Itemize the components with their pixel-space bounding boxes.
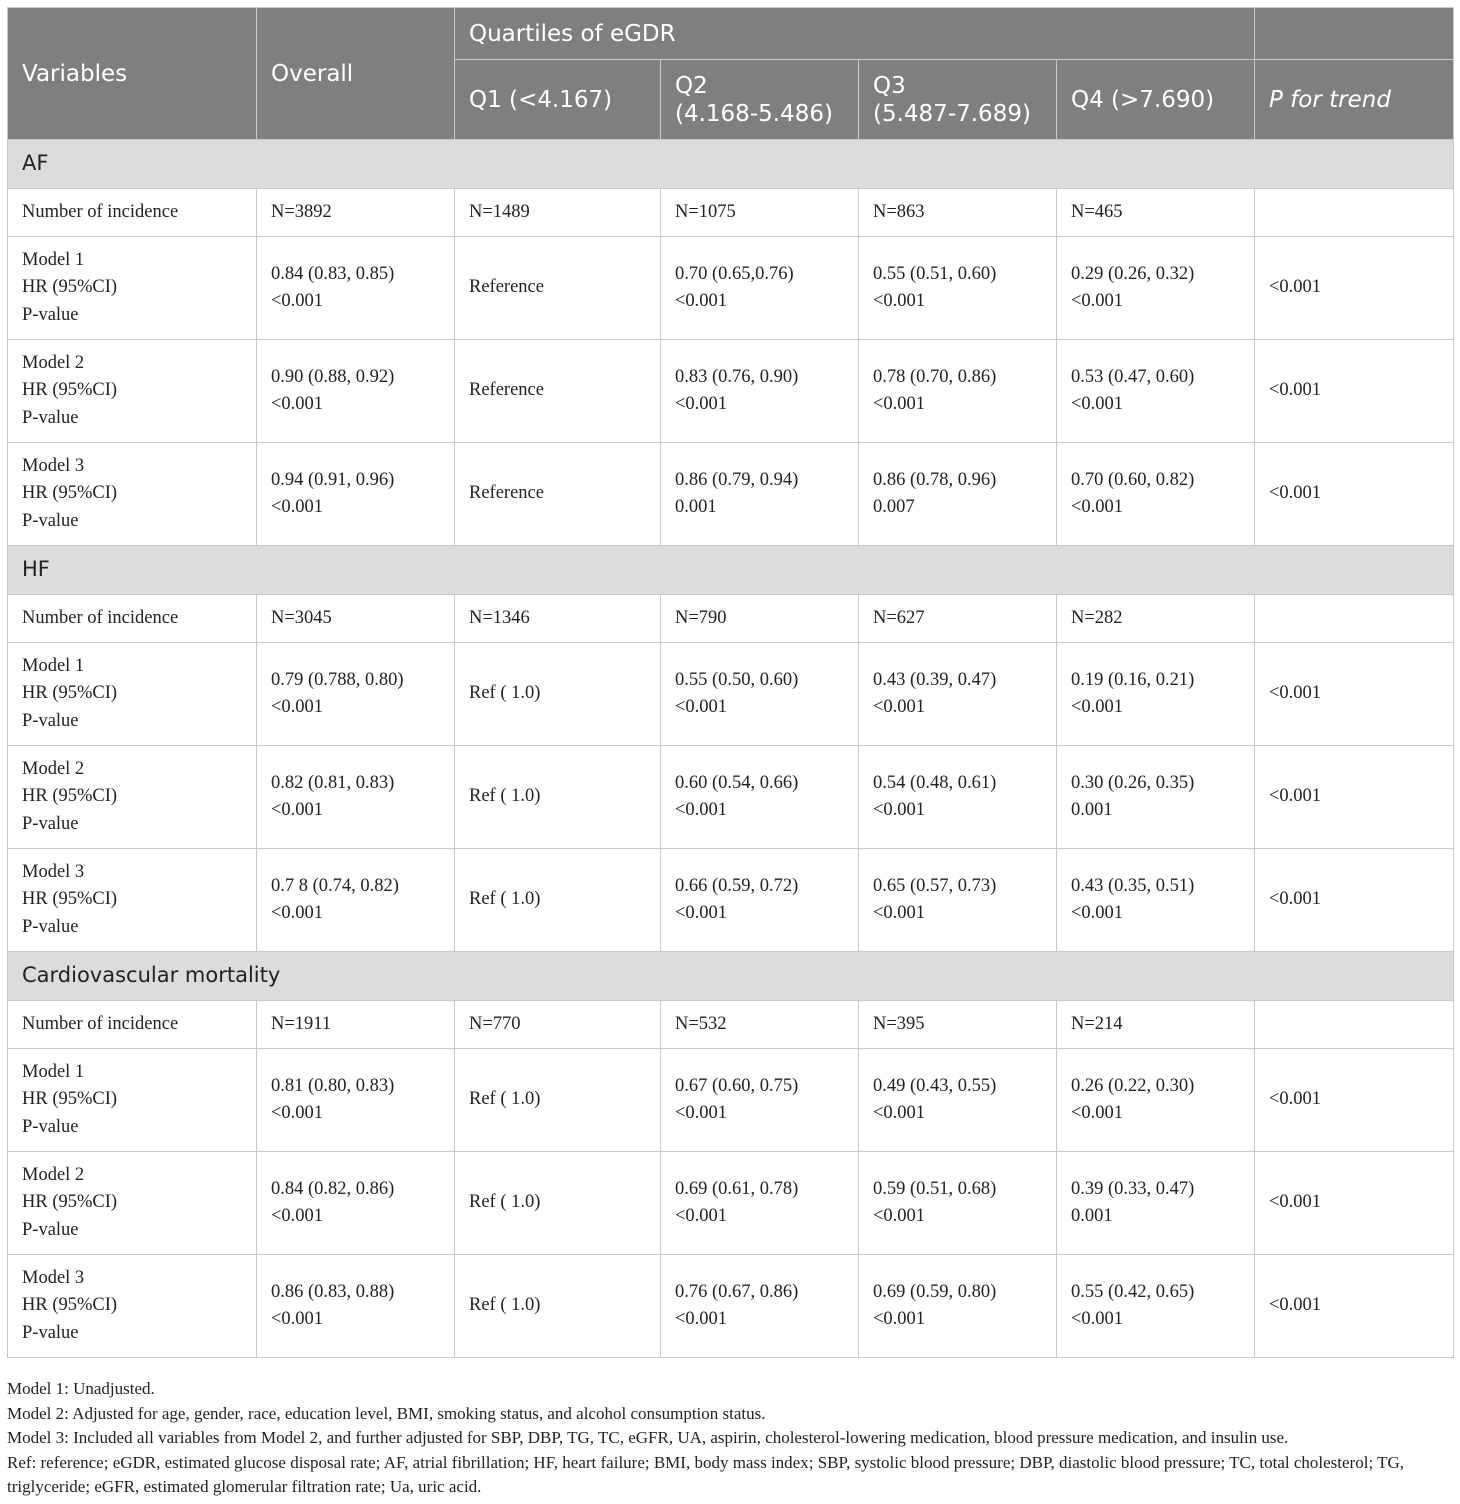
q4-cell	[1057, 1255, 1255, 1358]
section-row	[8, 140, 1454, 189]
p-value: <0.001	[873, 903, 926, 923]
p-value: <0.001	[675, 903, 728, 923]
model-name: Model 1	[22, 249, 85, 270]
q2-cell	[661, 643, 859, 746]
q3-cell	[859, 1001, 1057, 1049]
count-value: N=465	[1071, 201, 1123, 222]
hr-value: 0.43 (0.35, 0.51)	[1071, 875, 1195, 896]
p-value: <0.001	[271, 291, 324, 311]
hr-label: HR (95%CI)	[22, 786, 118, 807]
model-name: Model 2	[22, 1164, 85, 1185]
overall-cell	[257, 595, 455, 643]
p-trend-cell	[1255, 1001, 1454, 1049]
hr-value: 0.94 (0.91, 0.96)	[271, 469, 395, 490]
hr-value: 0.76 (0.67, 0.86)	[675, 1281, 799, 1302]
p-value: <0.001	[873, 1206, 926, 1226]
p-value: <0.001	[271, 1206, 324, 1226]
q4-cell	[1057, 643, 1255, 746]
header-q3	[859, 60, 1057, 140]
row-label: Number of incidence	[22, 201, 179, 222]
reference-value: Ref ( 1.0)	[469, 889, 541, 910]
q1-cell	[455, 595, 661, 643]
q4-cell	[1057, 1049, 1255, 1152]
p-value-label: P-value	[22, 916, 79, 937]
q3-cell	[859, 746, 1057, 849]
p-value: <0.001	[873, 394, 926, 414]
overall-cell	[257, 746, 455, 849]
hr-value: 0.49 (0.43, 0.55)	[873, 1075, 997, 1096]
model-label-cell	[8, 443, 257, 546]
model-label-cell	[8, 1152, 257, 1255]
p-value: <0.001	[873, 1103, 926, 1123]
hr-value: 0.70 (0.60, 0.82)	[1071, 469, 1195, 490]
q1-cell	[455, 443, 661, 546]
count-value: N=214	[1071, 1013, 1123, 1034]
p-value: <0.001	[675, 1309, 728, 1329]
reference-value: Ref ( 1.0)	[469, 683, 541, 704]
q2-cell	[661, 746, 859, 849]
footnote: Model 2: Adjusted for age, gender, race, education level, BMI, smoking status, and alcohol consumption status.	[7, 1403, 766, 1423]
p-value-label: P-value	[22, 1322, 79, 1343]
hr-label: HR (95%CI)	[22, 1295, 118, 1316]
p-trend-value: <0.001	[1269, 1192, 1322, 1213]
count-label-cell	[8, 189, 257, 237]
count-label-cell	[8, 1001, 257, 1049]
p-value-label: P-value	[22, 1116, 79, 1137]
hr-value: 0.30 (0.26, 0.35)	[1071, 772, 1195, 793]
q4-cell	[1057, 237, 1255, 340]
model-label-cell	[8, 237, 257, 340]
p-value: <0.001	[271, 394, 324, 414]
p-value: <0.001	[271, 903, 324, 923]
table-row	[8, 643, 1454, 746]
p-trend-cell	[1255, 746, 1454, 849]
model-label-cell	[8, 1255, 257, 1358]
model-name: Model 1	[22, 1061, 85, 1082]
overall-cell	[257, 1049, 455, 1152]
header-q2	[661, 60, 859, 140]
count-value: N=532	[675, 1013, 727, 1034]
table-row	[8, 1049, 1454, 1152]
hr-value: 0.78 (0.70, 0.86)	[873, 366, 997, 387]
reference-value: Ref ( 1.0)	[469, 1192, 541, 1213]
hr-label: HR (95%CI)	[22, 683, 118, 704]
q3-cell	[859, 340, 1057, 443]
table-row	[8, 189, 1454, 237]
reference-value: Ref ( 1.0)	[469, 1295, 541, 1316]
p-value: <0.001	[675, 800, 728, 820]
p-value: <0.001	[873, 800, 926, 820]
p-value: 0.007	[873, 497, 915, 517]
q3-cell	[859, 1152, 1057, 1255]
count-value: N=282	[1071, 607, 1123, 628]
header-quartiles-group: Quartiles of eGDR	[455, 8, 1255, 60]
hr-value: 0.7 8 (0.74, 0.82)	[271, 875, 399, 896]
q3-cell	[859, 643, 1057, 746]
p-trend-cell	[1255, 237, 1454, 340]
q3-cell	[859, 237, 1057, 340]
q4-cell	[1057, 189, 1255, 237]
q2-cell	[661, 340, 859, 443]
row-label: Number of incidence	[22, 607, 179, 628]
results-table	[7, 7, 1454, 1358]
p-trend-value: <0.001	[1269, 380, 1322, 401]
hr-value: 0.82 (0.81, 0.83)	[271, 772, 395, 793]
table-body	[8, 140, 1454, 1358]
overall-cell	[257, 189, 455, 237]
p-value-label: P-value	[22, 510, 79, 531]
header-blank	[1255, 8, 1454, 60]
hr-value: 0.69 (0.59, 0.80)	[873, 1281, 997, 1302]
hr-value: 0.86 (0.83, 0.88)	[271, 1281, 395, 1302]
model-label-cell	[8, 643, 257, 746]
q3-cell	[859, 595, 1057, 643]
p-trend-value: <0.001	[1269, 277, 1322, 298]
q2-cell	[661, 1001, 859, 1049]
p-value: <0.001	[675, 394, 728, 414]
p-trend-cell	[1255, 340, 1454, 443]
hr-value: 0.83 (0.76, 0.90)	[675, 366, 799, 387]
table-row	[8, 849, 1454, 952]
hr-value: 0.26 (0.22, 0.30)	[1071, 1075, 1195, 1096]
p-trend-cell	[1255, 643, 1454, 746]
model-label-cell	[8, 1049, 257, 1152]
q4-cell	[1057, 1001, 1255, 1049]
q4-cell	[1057, 849, 1255, 952]
p-value-label: P-value	[22, 813, 79, 834]
section-title: HF	[8, 546, 1454, 595]
header-variables: Variables	[8, 8, 257, 140]
hr-value: 0.69 (0.61, 0.78)	[675, 1178, 799, 1199]
count-value: N=770	[469, 1013, 521, 1034]
p-value: <0.001	[675, 1103, 728, 1123]
p-trend-cell	[1255, 595, 1454, 643]
count-value: N=790	[675, 607, 727, 628]
count-value: N=627	[873, 607, 925, 628]
p-trend-value: <0.001	[1269, 889, 1322, 910]
section-row	[8, 952, 1454, 1001]
overall-cell	[257, 1152, 455, 1255]
p-value-label: P-value	[22, 1219, 79, 1240]
count-value: N=1346	[469, 607, 530, 628]
table-row	[8, 1001, 1454, 1049]
q2-cell	[661, 443, 859, 546]
hr-value: 0.60 (0.54, 0.66)	[675, 772, 799, 793]
table-row	[8, 746, 1454, 849]
q2-cell	[661, 1152, 859, 1255]
footnote: Model 1: Unadjusted.	[7, 1379, 155, 1398]
overall-cell	[257, 340, 455, 443]
header-q1: Q1 (<4.167)	[455, 60, 661, 140]
hr-value: 0.79 (0.788, 0.80)	[271, 669, 404, 690]
p-value: <0.001	[1071, 903, 1124, 923]
header-q2-line1: Q2	[675, 72, 708, 99]
count-value: N=3045	[271, 607, 332, 628]
q1-cell	[455, 746, 661, 849]
p-trend-cell	[1255, 189, 1454, 237]
header-q4: Q4 (>7.690)	[1057, 60, 1255, 140]
q1-cell	[455, 340, 661, 443]
hr-value: 0.43 (0.39, 0.47)	[873, 669, 997, 690]
header-q3-line1: Q3	[873, 72, 906, 99]
table-row	[8, 1152, 1454, 1255]
hr-value: 0.55 (0.50, 0.60)	[675, 669, 799, 690]
q2-cell	[661, 1255, 859, 1358]
p-value: <0.001	[1071, 1309, 1124, 1329]
count-label-cell	[8, 595, 257, 643]
q2-cell	[661, 595, 859, 643]
q2-cell	[661, 1049, 859, 1152]
hr-value: 0.86 (0.79, 0.94)	[675, 469, 799, 490]
hr-value: 0.54 (0.48, 0.61)	[873, 772, 997, 793]
q3-cell	[859, 1049, 1057, 1152]
hr-label: HR (95%CI)	[22, 889, 118, 910]
q1-cell	[455, 849, 661, 952]
section-row	[8, 546, 1454, 595]
table-row	[8, 340, 1454, 443]
count-value: N=1911	[271, 1013, 332, 1034]
hr-value: 0.55 (0.51, 0.60)	[873, 263, 997, 284]
q4-cell	[1057, 443, 1255, 546]
hr-value: 0.29 (0.26, 0.32)	[1071, 263, 1195, 284]
q2-cell	[661, 189, 859, 237]
count-value: N=3892	[271, 201, 332, 222]
overall-cell	[257, 237, 455, 340]
hr-value: 0.84 (0.82, 0.86)	[271, 1178, 395, 1199]
q1-cell	[455, 189, 661, 237]
p-value: 0.001	[675, 497, 717, 517]
p-trend-cell	[1255, 1049, 1454, 1152]
footnotes	[7, 1377, 1453, 1500]
model-name: Model 3	[22, 1267, 85, 1288]
model-label-cell	[8, 340, 257, 443]
header-q3-line2: (5.487-7.689)	[873, 100, 1031, 127]
reference-value: Reference	[469, 277, 544, 298]
p-value: <0.001	[271, 1309, 324, 1329]
hr-value: 0.39 (0.33, 0.47)	[1071, 1178, 1195, 1199]
model-label-cell	[8, 849, 257, 952]
hr-value: 0.55 (0.42, 0.65)	[1071, 1281, 1195, 1302]
overall-cell	[257, 443, 455, 546]
p-value: <0.001	[271, 697, 324, 717]
p-value: <0.001	[675, 1206, 728, 1226]
p-value: <0.001	[873, 697, 926, 717]
hr-value: 0.86 (0.78, 0.96)	[873, 469, 997, 490]
hr-label: HR (95%CI)	[22, 483, 118, 504]
p-trend-value: <0.001	[1269, 483, 1322, 504]
p-trend-value: <0.001	[1269, 1295, 1322, 1316]
p-trend-value: <0.001	[1269, 786, 1322, 807]
hr-value: 0.66 (0.59, 0.72)	[675, 875, 799, 896]
hr-value: 0.19 (0.16, 0.21)	[1071, 669, 1195, 690]
p-value: <0.001	[1071, 291, 1124, 311]
hr-value: 0.81 (0.80, 0.83)	[271, 1075, 395, 1096]
hr-label: HR (95%CI)	[22, 1089, 118, 1110]
p-value: <0.001	[1071, 1103, 1124, 1123]
p-trend-cell	[1255, 1152, 1454, 1255]
hr-value: 0.59 (0.51, 0.68)	[873, 1178, 997, 1199]
section-title: AF	[8, 140, 1454, 189]
hr-label: HR (95%CI)	[22, 277, 118, 298]
p-trend-cell	[1255, 849, 1454, 952]
p-trend-value: <0.001	[1269, 683, 1322, 704]
hr-value: 0.53 (0.47, 0.60)	[1071, 366, 1195, 387]
reference-value: Ref ( 1.0)	[469, 786, 541, 807]
hr-label: HR (95%CI)	[22, 380, 118, 401]
p-trend-cell	[1255, 1255, 1454, 1358]
p-value: 0.001	[1071, 800, 1113, 820]
overall-cell	[257, 1255, 455, 1358]
header-p-trend: P for trend	[1255, 60, 1454, 140]
hr-value: 0.84 (0.83, 0.85)	[271, 263, 395, 284]
q1-cell	[455, 237, 661, 340]
count-value: N=1489	[469, 201, 530, 222]
footnote: Model 3: Included all variables from Model 2, and further adjusted for SBP, DBP, TG, TC, eGFR, UA, aspirin, cholesterol-lowering medication, blood pressure medication, and insulin use.	[7, 1428, 1289, 1447]
model-name: Model 3	[22, 861, 85, 882]
hr-value: 0.70 (0.65,0.76)	[675, 263, 794, 284]
header-q2-line2: (4.168-5.486)	[675, 100, 833, 127]
p-value: <0.001	[1071, 697, 1124, 717]
q1-cell	[455, 1255, 661, 1358]
q1-cell	[455, 1049, 661, 1152]
p-value: <0.001	[1071, 497, 1124, 517]
table-header	[8, 8, 1454, 140]
p-value: <0.001	[675, 291, 728, 311]
p-value: 0.001	[1071, 1206, 1113, 1226]
p-value: <0.001	[873, 1309, 926, 1329]
p-value: <0.001	[873, 291, 926, 311]
q4-cell	[1057, 595, 1255, 643]
model-name: Model 3	[22, 455, 85, 476]
p-value: <0.001	[271, 1103, 324, 1123]
q2-cell	[661, 237, 859, 340]
hr-label: HR (95%CI)	[22, 1192, 118, 1213]
p-trend-value: <0.001	[1269, 1089, 1322, 1110]
model-name: Model 1	[22, 655, 85, 676]
table-row	[8, 443, 1454, 546]
count-value: N=395	[873, 1013, 925, 1034]
reference-value: Reference	[469, 380, 544, 401]
p-value-label: P-value	[22, 304, 79, 325]
count-value: N=863	[873, 201, 925, 222]
hr-value: 0.65 (0.57, 0.73)	[873, 875, 997, 896]
p-value: <0.001	[271, 800, 324, 820]
overall-cell	[257, 849, 455, 952]
q4-cell	[1057, 1152, 1255, 1255]
q1-cell	[455, 1001, 661, 1049]
q2-cell	[661, 849, 859, 952]
hr-value: 0.67 (0.60, 0.75)	[675, 1075, 799, 1096]
p-value-label: P-value	[22, 407, 79, 428]
q4-cell	[1057, 340, 1255, 443]
table-row	[8, 237, 1454, 340]
p-value-label: P-value	[22, 710, 79, 731]
q3-cell	[859, 849, 1057, 952]
q4-cell	[1057, 746, 1255, 849]
table-row	[8, 1255, 1454, 1358]
p-value: <0.001	[271, 497, 324, 517]
table-row	[8, 595, 1454, 643]
reference-value: Reference	[469, 483, 544, 504]
p-trend-cell	[1255, 443, 1454, 546]
q3-cell	[859, 189, 1057, 237]
q1-cell	[455, 643, 661, 746]
header-overall: Overall	[257, 8, 455, 140]
model-label-cell	[8, 746, 257, 849]
count-value: N=1075	[675, 201, 736, 222]
p-value: <0.001	[1071, 394, 1124, 414]
hr-value: 0.90 (0.88, 0.92)	[271, 366, 395, 387]
row-label: Number of incidence	[22, 1013, 179, 1034]
overall-cell	[257, 643, 455, 746]
reference-value: Ref ( 1.0)	[469, 1089, 541, 1110]
overall-cell	[257, 1001, 455, 1049]
p-value: <0.001	[675, 697, 728, 717]
model-name: Model 2	[22, 352, 85, 373]
q1-cell	[455, 1152, 661, 1255]
model-name: Model 2	[22, 758, 85, 779]
section-title: Cardiovascular mortality	[8, 952, 1454, 1001]
q3-cell	[859, 443, 1057, 546]
footnote: Ref: reference; eGDR, estimated glucose disposal rate; AF, atrial fibrillation; HF, heart failure; BMI, body mass index; SBP, systolic blood pressure; DBP, diastolic blood pressure; TC, total cholesterol; TG, triglyceride; eGFR, estimated glomerular filtration rate; Ua, uric acid.	[7, 1452, 1405, 1496]
q3-cell	[859, 1255, 1057, 1358]
